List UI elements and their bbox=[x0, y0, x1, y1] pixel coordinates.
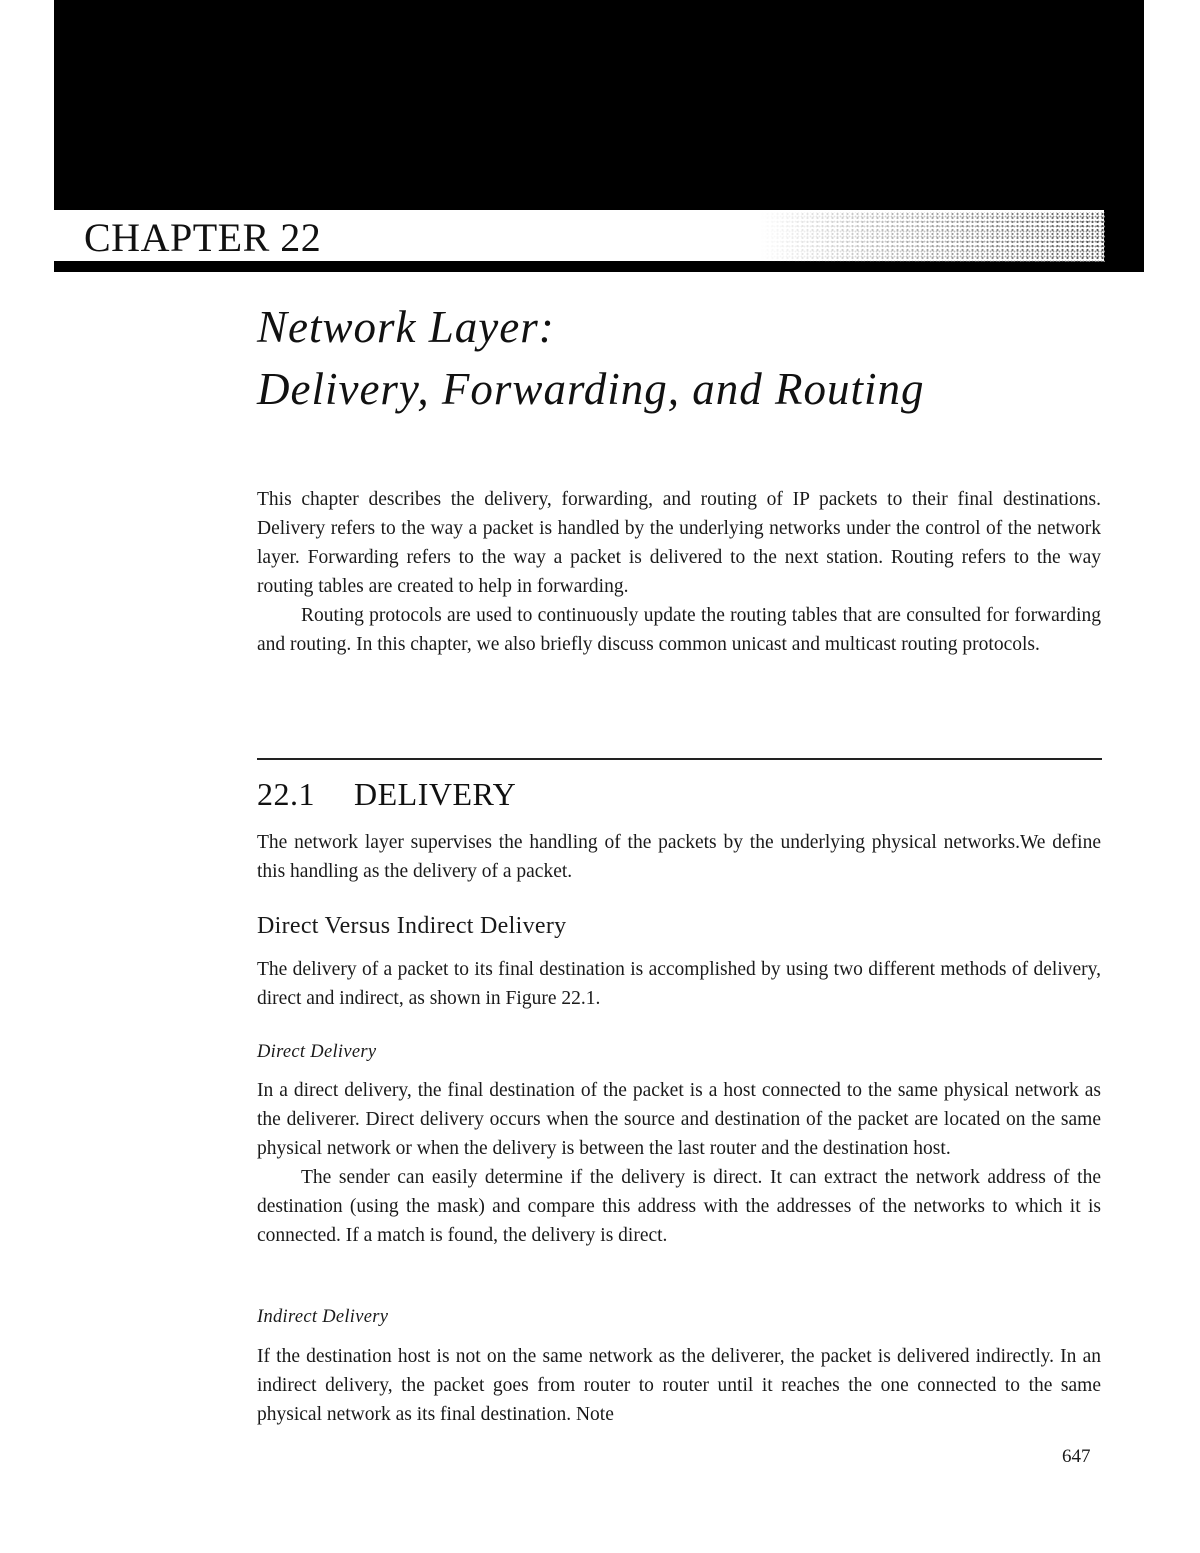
page-number: 647 bbox=[1062, 1446, 1091, 1467]
section-divider bbox=[257, 758, 1102, 760]
chapter-strip-texture bbox=[760, 212, 1105, 262]
intro-paragraph-2: Routing protocols are used to continuously update the routing tables that are consulted for forwarding and routing. In this chapter, we also briefly discuss common unicast and multicast routing protocols. bbox=[257, 605, 1101, 655]
chapter-label: CHAPTER 22 bbox=[84, 215, 322, 260]
subsection-heading: Direct Versus Indirect Delivery bbox=[257, 913, 567, 939]
chapter-title-line-1: Network Layer: bbox=[257, 302, 555, 352]
section-text bbox=[257, 828, 1101, 886]
intro-text bbox=[257, 485, 1101, 659]
section-number: 22.1 bbox=[257, 776, 315, 812]
direct-paragraph-1: In a direct delivery, the final destination of the packet is a host connected to the same physical network as the deliverer. Direct delivery occurs when the source and destination of the packet are located on the same physical network or when the delivery is between the last router and the destination host. bbox=[257, 1080, 1101, 1159]
chapter-title-line-2: Delivery, Forwarding, and Routing bbox=[257, 364, 925, 414]
indirect-delivery-text bbox=[257, 1342, 1101, 1429]
indirect-paragraph-1: If the destination host is not on the same network as the deliverer, the packet is delivered indirectly. In an indirect delivery, the packet goes from router to router until it reaches the one connected to the same physical network as its final destination. Note bbox=[257, 1346, 1101, 1425]
subsection-paragraph-1: The delivery of a packet to its final destination is accomplished by using two different methods of delivery, direct and indirect, as shown in Figure 22.1. bbox=[257, 959, 1101, 1009]
chapter-underline bbox=[54, 262, 1144, 272]
section-paragraph-1: The network layer supervises the handling of the packets by the underlying physical networks.We define this handling as the delivery of a packet. bbox=[257, 832, 1101, 882]
section-heading bbox=[257, 772, 516, 816]
indirect-delivery-heading: Indirect Delivery bbox=[257, 1307, 389, 1327]
section-title: DELIVERY bbox=[354, 776, 517, 812]
direct-paragraph-2: The sender can easily determine if the delivery is direct. It can extract the network address of the destination (using the mask) and compare this address with the addresses of the networks to which it is connected. If a match is found, the delivery is direct. bbox=[257, 1167, 1101, 1246]
subsection-text bbox=[257, 955, 1101, 1013]
chapter-title bbox=[257, 296, 925, 420]
direct-delivery-text bbox=[257, 1076, 1101, 1250]
direct-delivery-heading: Direct Delivery bbox=[257, 1042, 377, 1062]
intro-paragraph-1: This chapter describes the delivery, forwarding, and routing of IP packets to their final destinations. Delivery refers to the way a packet is handled by the underlying networks under the control of the network layer. Forwarding refers to the way a packet is delivered to the next station. Routing refers to the way routing tables are created to help in forwarding. bbox=[257, 489, 1101, 597]
